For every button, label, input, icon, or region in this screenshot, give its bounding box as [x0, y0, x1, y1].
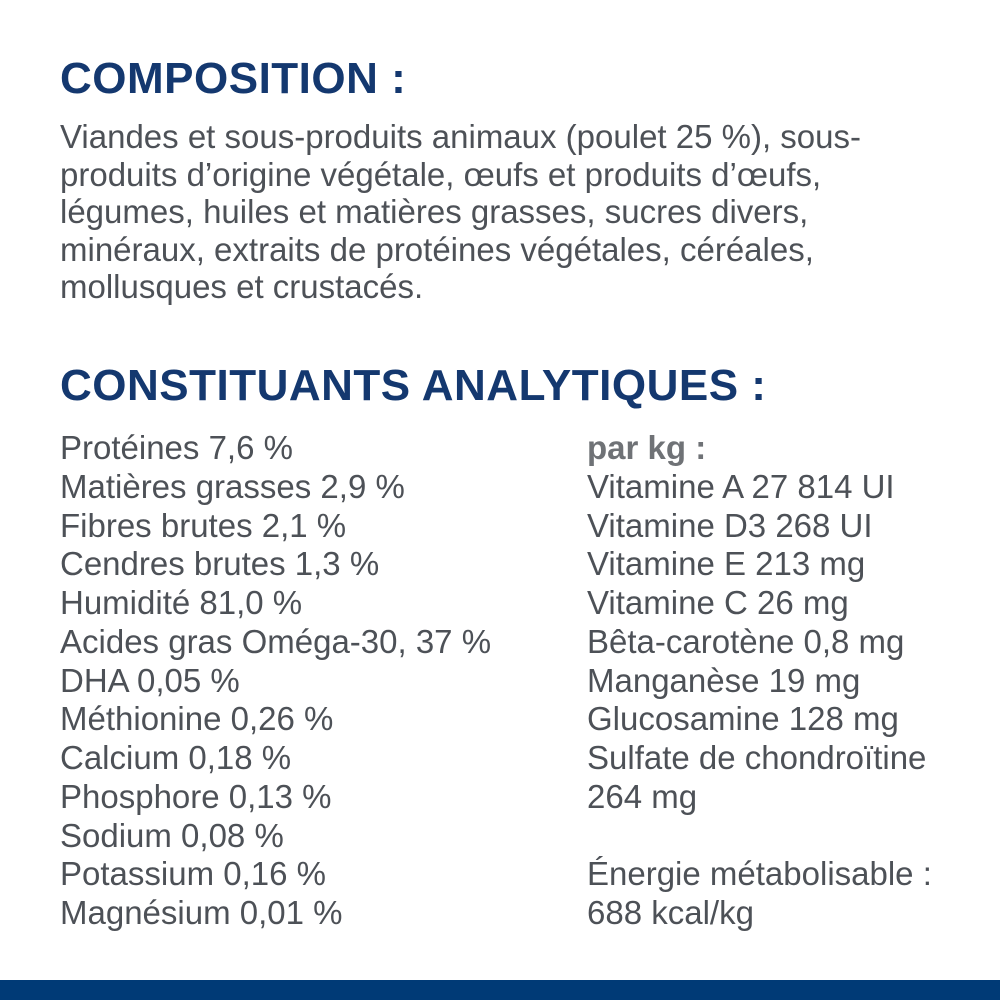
list-item: Protéines 7,6 % [60, 429, 293, 466]
list-item: Vitamine E 213 mg [587, 545, 866, 583]
list-item: 264 mg [587, 777, 698, 815]
per-kg-rows [587, 468, 960, 933]
list-item: Cendres brutes 1,3 % [60, 545, 380, 583]
analytical-right-column [587, 429, 960, 933]
list-item: Bêta-carotène 0,8 mg [587, 622, 905, 660]
list-item: Matières grasses 2,9 % [60, 467, 405, 505]
list-item: Glucosamine 128 mg [587, 700, 899, 738]
list-item: Vitamine A 27 814 UI [587, 467, 895, 505]
list-item: Méthionine 0,26 % [60, 700, 334, 738]
bottom-brand-bar [0, 980, 1000, 1000]
list-item: Humidité 81,0 % [60, 584, 303, 621]
list-item: DHA 0,05 % [60, 661, 240, 699]
list-item: Sulfate de chondroïtine [587, 739, 927, 776]
list-item: Magnésium 0,01 % [60, 894, 343, 931]
list-item: Potassium 0,16 % [60, 855, 326, 893]
list-item: Manganèse 19 mg [587, 661, 861, 699]
list-item: Énergie métabolisable : [587, 855, 932, 893]
composition-heading: COMPOSITION : [60, 54, 407, 103]
list-item: 688 kcal/kg [587, 894, 754, 931]
composition-body-text: Viandes et sous-produits animaux (poulet 25 %), sous-produits d’origine végétale, œufs et produits d’œufs, légumes, huiles et matières grasses, sucres divers, minéraux, extraits de protéines végétales, céréales, mollusques et crustacés. [60, 118, 861, 305]
list-item: Vitamine D3 268 UI [587, 506, 873, 544]
analytical-columns [60, 429, 960, 933]
list-item: Fibres brutes 2,1 % [60, 506, 347, 544]
analytical-constituents-heading: CONSTITUANTS ANALYTIQUES : [60, 361, 767, 410]
list-item: Vitamine C 26 mg [587, 584, 849, 621]
analytical-left-column [60, 429, 587, 933]
list-item [587, 817, 960, 856]
list-item: Sodium 0,08 % [60, 816, 284, 854]
list-item: Phosphore 0,13 % [60, 777, 332, 815]
per-kg-header: par kg : [587, 429, 707, 466]
list-item: Calcium 0,18 % [60, 739, 292, 776]
list-item: Acides gras Oméga-30, 37 % [60, 622, 492, 660]
